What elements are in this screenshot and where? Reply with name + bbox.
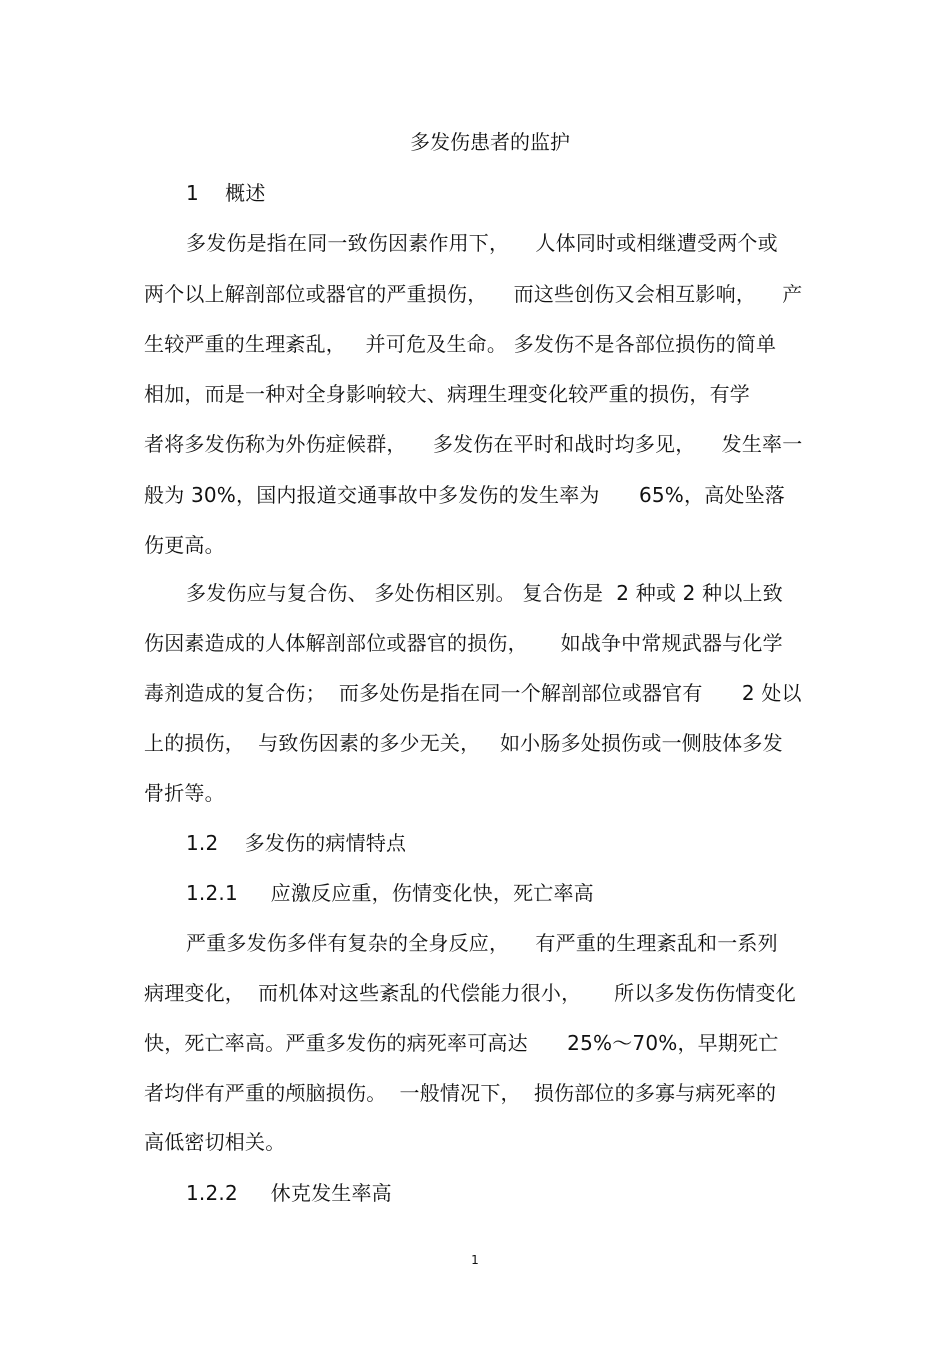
paragraph-line: 伤因素造成的人体解剖部位或器官的损伤， 如战争中常规武器与化学: [144, 631, 783, 655]
paragraph-line: 相加，而是一种对全身影响较大、病理生理变化较严重的损伤，有学: [144, 382, 750, 406]
paragraph-line: 骨折等。: [144, 781, 225, 805]
paragraph-line: 严重多发伤多伴有复杂的全身反应， 有严重的生理紊乱和一系列: [186, 931, 778, 955]
section-heading-1-2-1: 1.2.1 应激反应重，伤情变化快，死亡率高: [186, 881, 594, 905]
paragraph-line: 两个以上解剖部位或器官的严重损伤， 而这些创伤又会相互影响， 产: [144, 282, 803, 306]
section-heading-1-2: 1.2 多发伤的病情特点: [186, 831, 407, 855]
document-title: 多发伤患者的监护: [410, 130, 570, 154]
paragraph-line: 者将多发伤称为外伤症候群， 多发伤在平时和战时均多见， 发生率一: [144, 432, 803, 456]
paragraph-line: 多发伤应与复合伤、 多处伤相区别。 复合伤是 2 种或 2 种以上致: [186, 581, 783, 605]
paragraph-line: 般为 30%，国内报道交通事故中多发伤的发生率为 65%，高处坠落: [144, 483, 786, 507]
paragraph-line: 多发伤是指在同一致伤因素作用下， 人体同时或相继遭受两个或: [186, 231, 778, 255]
paragraph-line: 毒剂造成的复合伤； 而多处伤是指在同一个解剖部位或器官有 2 处以: [144, 681, 802, 705]
paragraph-line: 快，死亡率高。严重多发伤的病死率可高达 25%～70%，早期死亡: [144, 1031, 779, 1055]
paragraph-line: 者均伴有严重的颅脑损伤。 一般情况下， 损伤部位的多寡与病死率的: [144, 1081, 777, 1105]
section-heading-1-2-2: 1.2.2 休克发生率高: [186, 1181, 392, 1205]
paragraph-line: 高低密切相关。: [144, 1130, 286, 1154]
page-number: 1: [471, 1253, 479, 1267]
paragraph-line: 病理变化， 而机体对这些紊乱的代偿能力很小， 所以多发伤伤情变化: [144, 981, 796, 1005]
paragraph-line: 伤更高。: [144, 533, 225, 557]
paragraph-line: 生较严重的生理紊乱， 并可危及生命。 多发伤不是各部位损伤的简单: [144, 332, 777, 356]
paragraph-line: 上的损伤， 与致伤因素的多少无关， 如小肠多处损伤或一侧肢体多发: [144, 731, 783, 755]
section-heading-overview: 1 概述: [186, 181, 266, 205]
